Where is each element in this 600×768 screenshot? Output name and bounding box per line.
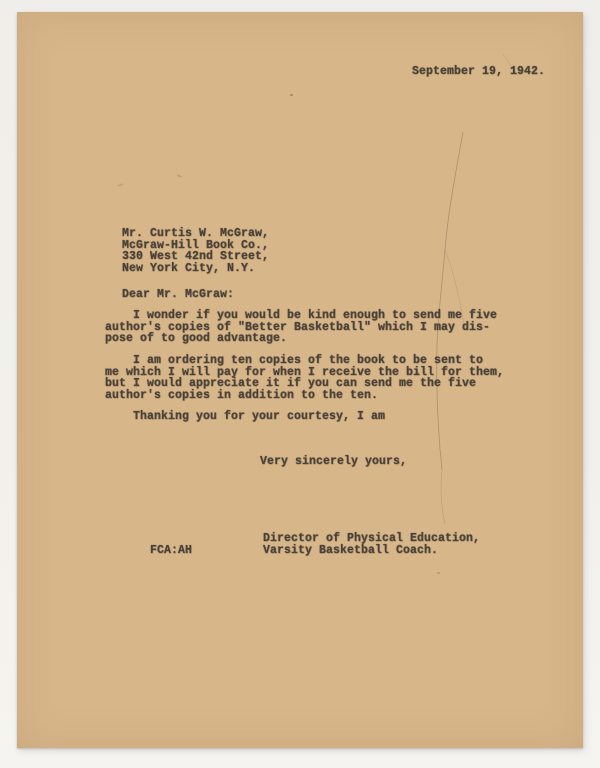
signature-title-block — [263, 533, 480, 556]
paragraph-line: me which I will pay for when I receive the bill for them, — [105, 365, 505, 379]
paragraph-line: author's copies in addition to the ten. — [105, 388, 379, 402]
closing-line: Thanking you for your courtesy, I am — [133, 410, 386, 423]
closing-line-block — [133, 411, 385, 423]
reference-initials: FCA:AH — [150, 544, 193, 557]
date-line: September 19, 1942. — [412, 65, 546, 78]
salutation-block — [122, 289, 234, 301]
letter-paper — [17, 12, 583, 748]
paragraph-line: I am ordering ten copies of the book to be sent to — [133, 354, 484, 367]
paragraph-line: pose of to good advantage. — [105, 332, 288, 346]
salutation: Dear Mr. McGraw: — [122, 288, 235, 301]
paper-speck — [437, 572, 440, 574]
address-line: New York City, N.Y. — [122, 261, 256, 275]
signature-title-line: Director of Physical Education, — [263, 532, 481, 545]
body-paragraph-1 — [105, 310, 497, 345]
valediction-block — [260, 456, 407, 468]
reference-initials-block — [150, 545, 192, 557]
address-line: Mr. Curtis W. McGraw, — [122, 227, 270, 240]
crease-line-lower — [441, 470, 445, 524]
paragraph-line: author's copies of "Better Basketball" which I may dis- — [105, 320, 491, 334]
date-block — [412, 66, 545, 78]
paragraph-line: but I would appreciate it if you can send me the five — [105, 377, 477, 391]
address-line: 330 West 42nd Street, — [122, 250, 270, 264]
signature-title-line: Varsity Basketball Coach. — [263, 543, 439, 557]
address-line: McGraw-Hill Book Co., — [122, 238, 270, 252]
recipient-address — [122, 228, 269, 274]
paper-speck — [290, 94, 293, 96]
valediction: Very sincerely yours, — [260, 455, 408, 468]
paragraph-line: I wonder if you would be kind enough to send me five — [133, 309, 498, 322]
crease-line-long — [437, 132, 463, 470]
body-paragraph-2 — [105, 355, 504, 401]
